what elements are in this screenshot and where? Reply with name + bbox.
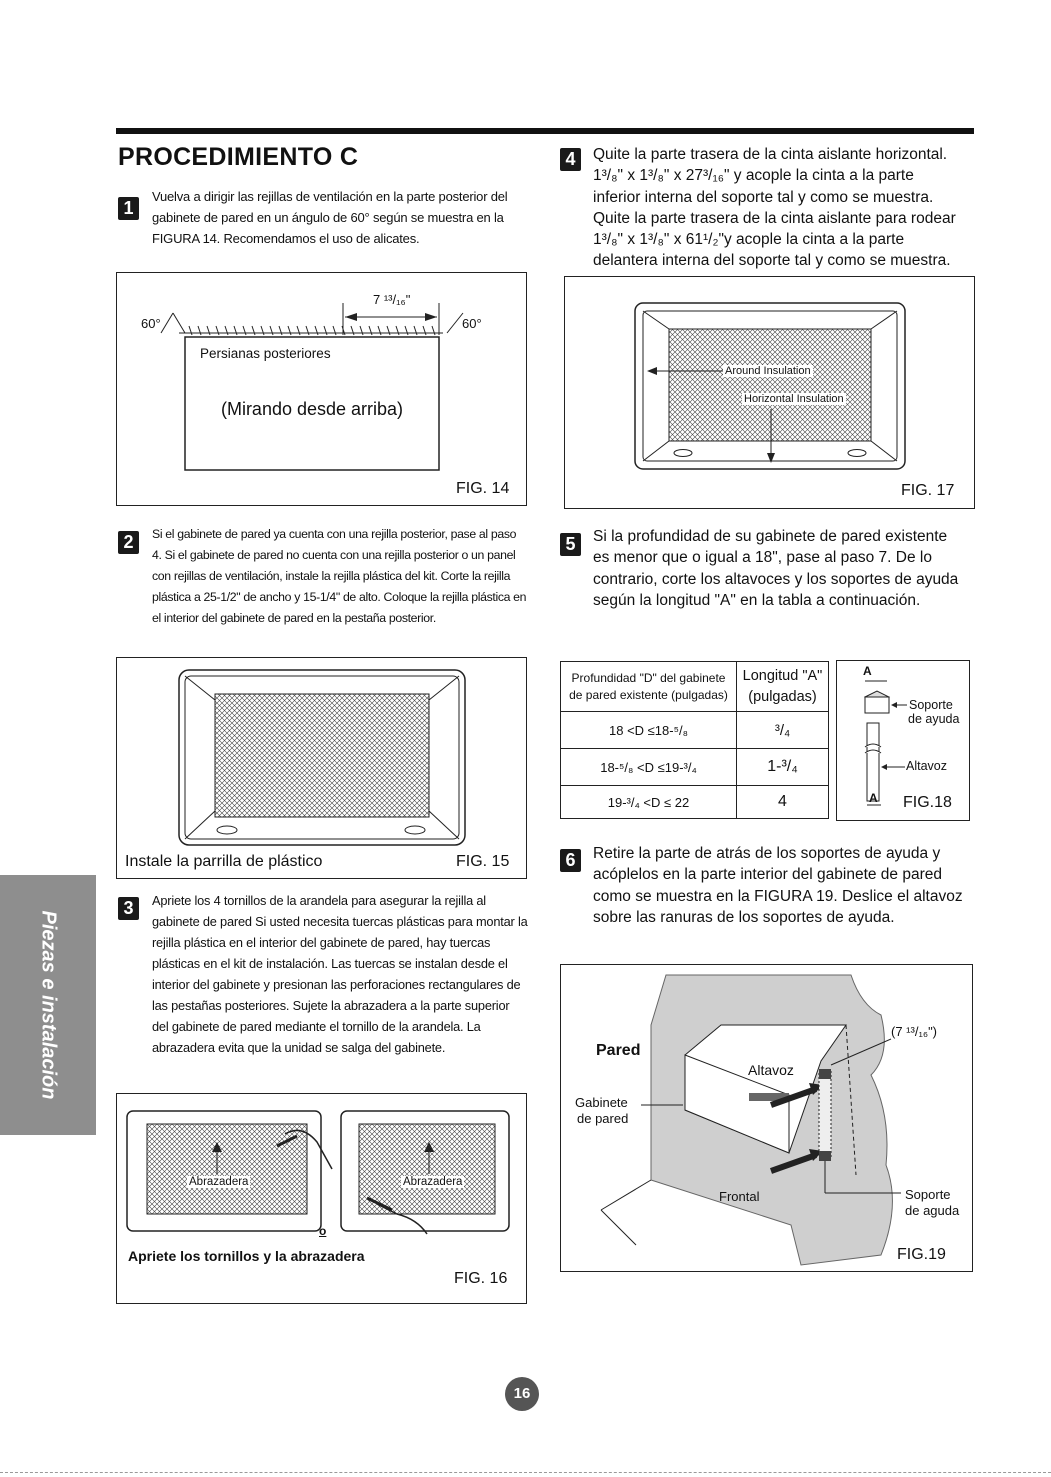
step-4-line-2: 1³/₈" x 1³/₈" x 27³/₁₆" y acople la cinta a la parte	[593, 167, 914, 185]
fig18-soporte-2: de ayuda	[908, 712, 960, 726]
section-side-tab	[0, 875, 96, 1135]
step-3-text: Apriete los 4 tornillos de la arandela para asegurar la rejilla al gabinete de pared Si usted necesita tuercas plásticas para montar la rejilla plástica en el interior del gabinete de pared, hay tuercas plásticas en el kit de instalación. Las tuercas se instalan desde el interior del gabinete y presionan las perforaciones rectangulares de las pestañas posteriores. Sujete la abrazadera a la parte superior del gabinete de pared mediante el tornillo de la arandela. La abrazadera evita que la unidad se salga del gabinete.	[152, 893, 528, 1055]
table-header-depth: Profundidad "D" del gabinete de pared existente (pulgadas)	[561, 662, 737, 712]
table-row-1-length: ³/₄	[737, 712, 829, 749]
fig14-diagram	[117, 273, 526, 505]
figure-18	[836, 660, 970, 821]
side-tab-label: Piezas e instalación	[37, 910, 60, 1100]
fig17-horizontal-label: Horizontal Insulation	[744, 393, 844, 405]
fig19-soporte-1: Soporte	[905, 1187, 951, 1202]
table-row-1-range: 18 <D ≤18-⁵/₈	[561, 712, 737, 749]
page-number: 16	[505, 1377, 539, 1411]
step-2-text: Si el gabinete de pared ya cuenta con una rejilla posterior, pase al paso 4. Si el gabinete de pared no cuenta con una rejilla posterior o un panel con rejillas de ventilación, instale la rejilla plástica del kit. Corte la rejilla plástica a 25-1/2" de ancho y 15-1/4" de alto. Coloque la rejilla plástica en el interior del gabinete de pared en la pestaña posterior.	[152, 527, 527, 625]
fig14-dimension: 7 ¹³/₁₆"	[373, 292, 411, 307]
table-row-3-range: 19-³/₄ <D ≤ 22	[561, 786, 737, 819]
table-row-2-length: 1-³/₄	[737, 749, 829, 786]
fig18-soporte-1: Soporte	[909, 698, 953, 712]
fig14-box-center: (Mirando desde arriba)	[220, 399, 404, 419]
fig19-gabinete-1: Gabinete	[575, 1095, 628, 1110]
fig17-label: FIG. 17	[901, 482, 955, 499]
fig18-a-top: A	[863, 664, 872, 678]
figure-15	[116, 657, 527, 879]
fig19-dimension: (7 ¹³/₁₆")	[891, 1024, 938, 1039]
fig14-angle-right: 60°	[462, 316, 482, 331]
fig16-label: FIG. 16	[454, 1270, 508, 1287]
step-5-text: Si la profundidad de su gabinete de pared existente es menor que o igual a 18", pase al paso 7. De lo contrario, corte los altavoces y los soportes de ayuda según la longitud "A" en la tabla a continuación.	[593, 528, 959, 609]
fig18-altavoz: Altavoz	[906, 759, 947, 773]
step-4-number: 4	[560, 148, 581, 171]
figure-17	[564, 276, 975, 509]
fig19-soporte-2: de aguda	[905, 1203, 960, 1218]
fig14-box-title: Persianas posteriores	[200, 346, 331, 361]
table-row-3-length: 4	[737, 786, 829, 819]
step-4-line-6: delantera interna del soporte tal y como se muestra.	[593, 252, 951, 270]
step-2-number: 2	[118, 531, 139, 554]
figure-14	[116, 272, 527, 506]
fig19-label: FIG.19	[897, 1246, 946, 1263]
step-4-line-5: 1³/₈" x 1³/₈" x 61¹/₂"y acople la cinta a la parte	[593, 231, 905, 249]
step-3-number: 3	[118, 897, 139, 920]
table-header-length: Longitud "A" (pulgadas)	[737, 662, 829, 712]
figure-19	[560, 964, 973, 1272]
step-4-line-3: inferior interna del soporte tal y como se muestra.	[593, 188, 934, 206]
page-title: PROCEDIMIENTO C	[118, 143, 359, 171]
step-1-text: Vuelva a dirigir las rejillas de ventilación en la parte posterior del gabinete de pared en un ángulo de 60° según se muestra en la FIGURA 14. Recomendamos el uso de alicates.	[152, 189, 508, 246]
fig16-caption: Apriete los tornillos y la abrazadera	[128, 1248, 365, 1264]
fig19-gabinete-2: de pared	[577, 1111, 629, 1126]
fig14-label: FIG. 14	[456, 480, 510, 497]
figure-16	[116, 1093, 527, 1304]
step-4-text	[593, 144, 973, 272]
fig15-diagram	[117, 658, 526, 878]
header-rule	[116, 128, 974, 134]
bottom-dashed-rule	[0, 1472, 1051, 1473]
fig18-label: FIG.18	[903, 794, 952, 811]
step-1-number: 1	[118, 197, 139, 220]
fig16-right-tag: Abrazadera	[403, 1176, 463, 1188]
fig14-angle-left: 60°	[141, 316, 161, 331]
fig19-altavoz: Altavoz	[748, 1062, 794, 1078]
step-6-text: Retire la parte de atrás de los soportes de ayuda y acóplelos en la parte interior del gabinete de pared como se muestra en la FIGURA 19. Deslice el altavoz sobre las ranuras de los soportes de ayuda.	[593, 845, 963, 926]
fig19-pared: Pared	[596, 1042, 641, 1059]
step-4-line-1: Quite la parte trasera de la cinta aislante horizontal.	[593, 146, 948, 163]
depth-length-table	[560, 661, 829, 819]
fig15-label: FIG. 15	[456, 853, 510, 870]
fig16-or: o	[319, 1224, 327, 1238]
fig16-left-tag: Abrazadera	[189, 1176, 249, 1188]
fig19-frontal: Frontal	[719, 1189, 760, 1204]
fig15-caption: Instale la parrilla de plástico	[125, 853, 323, 870]
table-row-2-range: 18-⁵/₈ <D ≤19-³/₄	[561, 749, 737, 786]
step-6-number: 6	[560, 849, 581, 872]
step-4-line-4: Quite la parte trasera de la cinta aislante para rodear	[593, 209, 956, 227]
fig17-around-label: Around Insulation	[725, 365, 811, 377]
step-5-number: 5	[560, 533, 581, 556]
fig18-a-bottom: A	[869, 791, 878, 805]
